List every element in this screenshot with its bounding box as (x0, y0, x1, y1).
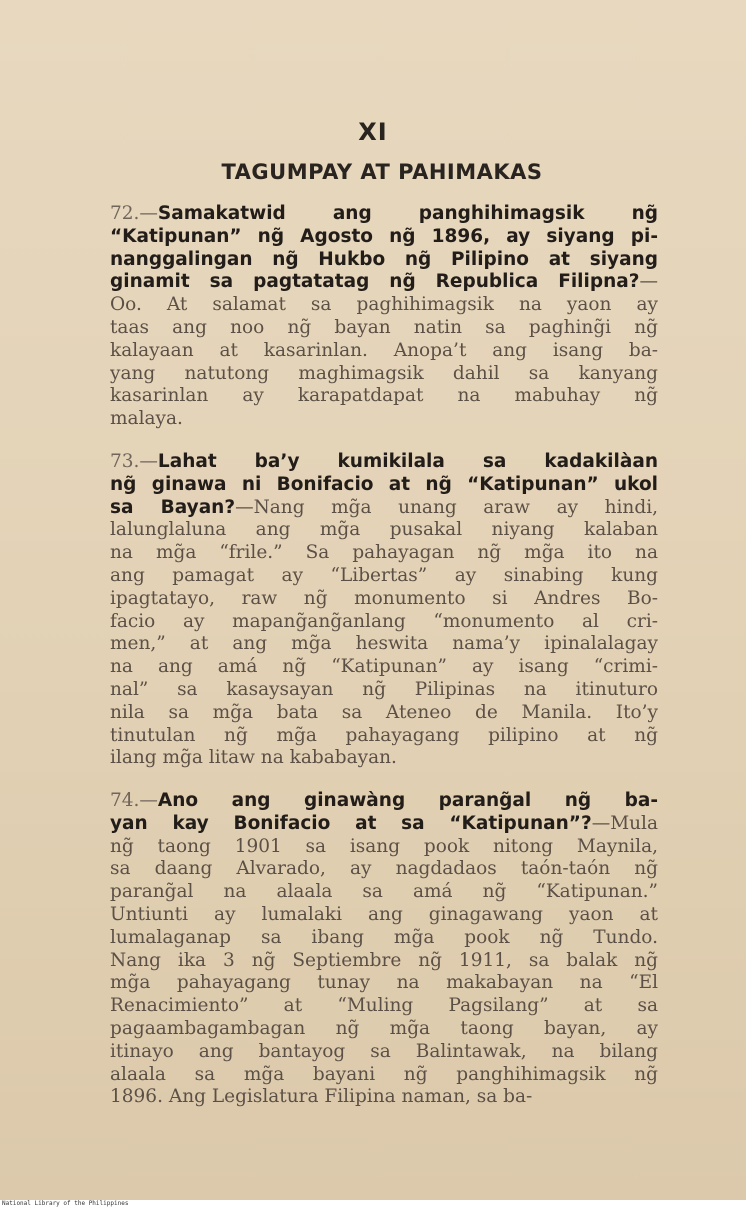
answer-text: Untiunti ay lumalaki ang ginagawang yaon at (110, 903, 658, 925)
answer-text: malaya. (110, 408, 183, 430)
paragraph-73 (110, 451, 658, 770)
answer-text: —Mula (591, 812, 658, 834)
text-line (110, 881, 658, 904)
text-line (110, 725, 658, 748)
text-line (110, 1086, 658, 1109)
text-line (110, 385, 658, 408)
text-line (110, 340, 658, 363)
text-line (110, 1018, 658, 1041)
text-line (110, 679, 658, 702)
answer-text: nal” sa kasaysayan ng̃ Pilipinas na itinuturo (110, 678, 658, 700)
question-text: yan kay Bonifacio at sa “Katipunan”? (110, 812, 592, 834)
answer-text: na mg̃a “frile.” Sa pahayagan ng̃ mg̃a ito na (110, 542, 658, 564)
text-line (110, 408, 658, 431)
text-line (110, 249, 658, 272)
answer-text: lumalaganap sa ibang mg̃a pook ng̃ Tundo. (110, 926, 658, 948)
text-line (110, 836, 658, 859)
item-number: 73.— (110, 451, 158, 472)
text-line (110, 1064, 658, 1087)
answer-text: 1896. Ang Legislatura Filipina naman, sa ba- (110, 1086, 533, 1108)
answer-text: ilang mg̃a litaw na kababayan. (110, 747, 397, 769)
text-line (110, 474, 658, 497)
question-text: Lahat ba’y kumikilala sa kadakilàan (157, 451, 658, 472)
text-line (110, 656, 658, 679)
question-text: Ano ang ginawàng parang̃al ng̃ ba- (157, 790, 658, 811)
answer-text: kasarinlan ay karapatdapat na mabuhay ng̃ (110, 385, 658, 407)
answer-text: parang̃al na alaala sa amá ng̃ “Katipunan.” (110, 881, 658, 903)
paragraph-72 (110, 203, 658, 431)
question-text: nanggalingan ng̃ Hukbo ng̃ Pilipino at siyang (110, 248, 658, 270)
answer-text: ang pamagat ay “Libertas” ay sinabing kung (110, 564, 658, 586)
text-line (110, 747, 658, 770)
text-line (110, 904, 658, 927)
text-line (110, 633, 658, 656)
item-number: 72.— (110, 203, 158, 224)
answer-text: ipagtatayo, raw ng̃ monumento si Andres Bo- (110, 587, 658, 609)
text-line (110, 203, 658, 226)
answer-text: Renacimiento” at “Muling Pagsilang” at sa (110, 995, 658, 1017)
text-line (110, 226, 658, 249)
text-line (110, 790, 658, 813)
answer-text: Oo. At salamat sa paghihimagsik na yaon ay (110, 294, 658, 316)
question-text: “Katipunan” ng̃ Agosto ng̃ 1896, ay siyang pi- (110, 225, 658, 247)
chapter-number: XI (358, 118, 388, 146)
text-line (110, 271, 658, 294)
answer-text: mg̃a pahayagang tunay na makabayan na “El (110, 972, 658, 994)
text-line (110, 542, 658, 565)
answer-text: yang natutong maghimagsik dahil sa kanyang (110, 362, 658, 384)
answer-text: Nang ika 3 ng̃ Septiembre ng̃ 1911, sa balak ng̃ (110, 949, 658, 971)
question-text: Samakatwid ang panghihimagsik ng̃ (157, 203, 658, 224)
text-line (110, 972, 658, 995)
library-footer: National Library of the Philippines (0, 1200, 746, 1208)
text-line (110, 858, 658, 881)
answer-text: alaala sa mg̃a bayani ng̃ panghihimagsik ng̃ (110, 1063, 658, 1085)
text-line (110, 1041, 658, 1064)
chapter-title: TAGUMPAY AT PAHIMAKAS (221, 160, 543, 184)
text-line (110, 294, 658, 317)
text-line (110, 519, 658, 542)
text-line (110, 927, 658, 950)
answer-text: taas ang noo ng̃ bayan natin sa paghing̃i ng̃ (110, 316, 658, 338)
text-line (110, 363, 658, 386)
text-line (110, 497, 658, 520)
text-line (110, 950, 658, 973)
paragraph-74 (110, 790, 658, 1109)
answer-text: ng̃ taong 1901 sa isang pook nitong Maynila, (110, 835, 658, 857)
text-line (110, 702, 658, 725)
answer-text: tinutulan ng̃ mg̃a pahayagang pilipino at ng̃ (110, 724, 658, 746)
text-line (110, 995, 658, 1018)
text-line (110, 451, 658, 474)
answer-text: — (639, 271, 658, 293)
text-line (110, 611, 658, 634)
question-text: ginamit sa pagtatatag ng̃ Republica Filipna? (110, 271, 640, 293)
answer-text: pagaambagambagan ng̃ mg̃a taong bayan, ay (110, 1017, 658, 1039)
answer-text: lalunglaluna ang mg̃a pusakal niyang kalaban (110, 519, 658, 541)
answer-text: nila sa mg̃a bata sa Ateneo de Manila. Ito’y (110, 701, 658, 723)
answer-text: sa daang Alvarado, ay nagdadaos taón-taón ng̃ (110, 858, 658, 880)
answer-text: facio ay mapang̃ang̃anlang “monumento al cri- (110, 610, 658, 632)
item-number: 74.— (110, 790, 158, 811)
question-text: sa Bayan? (110, 496, 236, 518)
question-text: ng̃ ginawa ni Bonifacio at ng̃ “Katipunan” ukol (110, 473, 658, 495)
answer-text: —Nang mg̃a unang araw ay hindi, (235, 496, 658, 518)
text-line (110, 813, 658, 836)
answer-text: itinayo ang bantayog sa Balintawak, na bilang (110, 1040, 658, 1062)
answer-text: men,” at ang mg̃a heswita nama’y ipinalalagay (110, 633, 658, 655)
text-line (110, 588, 658, 611)
answer-text: na ang amá ng̃ “Katipunan” ay isang “crimi- (110, 656, 658, 678)
text-line (110, 317, 658, 340)
answer-text: kalayaan at kasarinlan. Anopa’t ang isang ba- (110, 339, 658, 361)
text-line (110, 565, 658, 588)
